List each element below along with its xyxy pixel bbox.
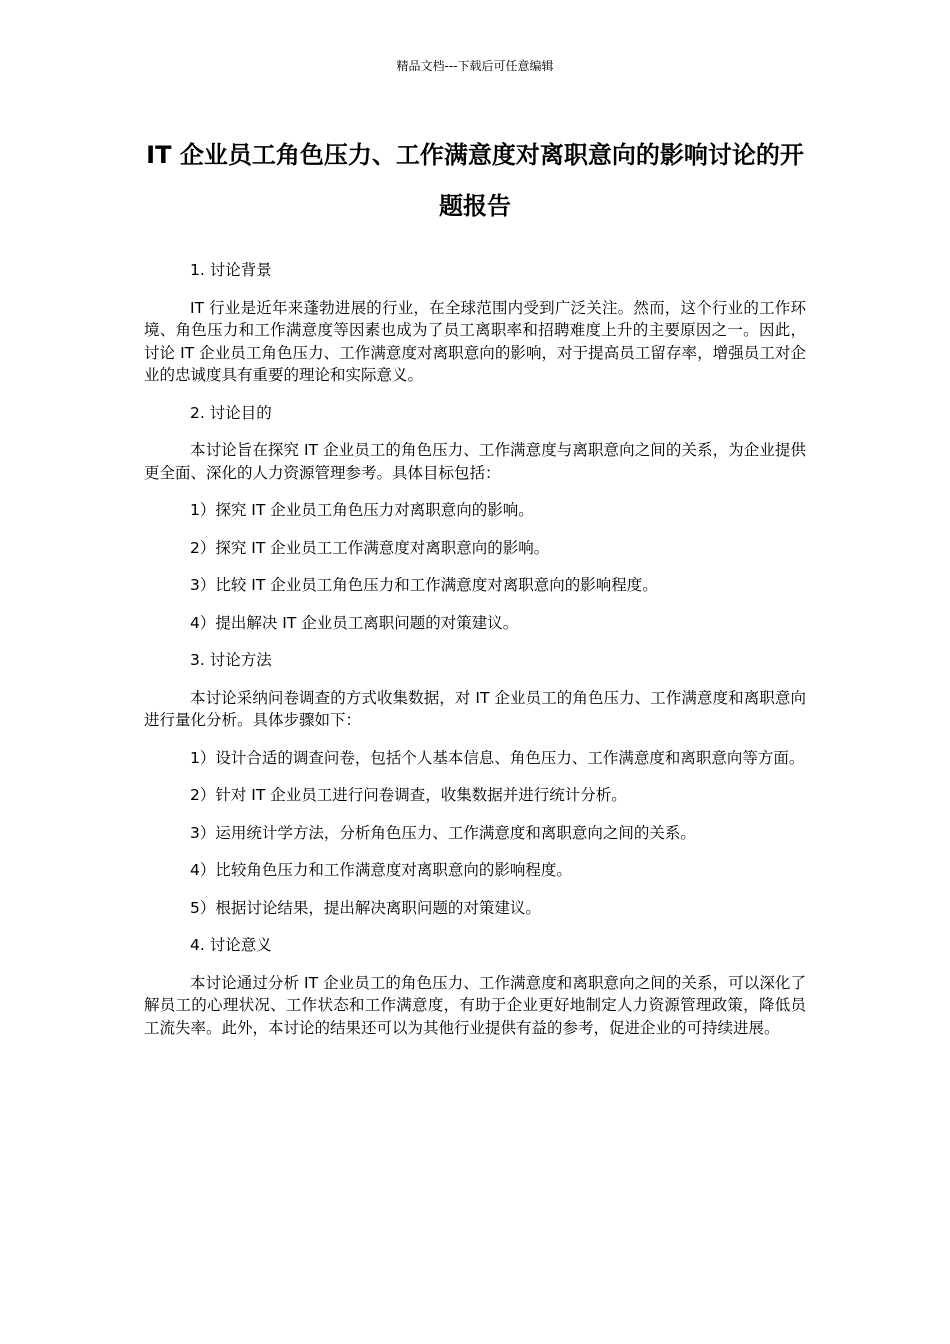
list-item-purpose-1: 1）探究 IT 企业员工角色压力对离职意向的影响。	[190, 501, 534, 519]
paragraph-purpose: 本讨论旨在探究 IT 企业员工的角色压力、工作满意度与离职意向之间的关系，为企业提供更全面、深化的人力资源管理参考。具体目标包括：	[144, 441, 806, 482]
paragraph-method: 本讨论采纳问卷调查的方式收集数据，对 IT 企业员工的角色压力、工作满意度和离职意向进行量化分析。具体步骤如下：	[144, 688, 806, 729]
paragraph-significance: 本讨论通过分析 IT 企业员工的角色压力、工作满意度和离职意向之间的关系，可以深化了解员工的心理状况、工作状态和工作满意度，有助于企业更好地制定人力资源管理政策，降低员工流失率。此外，本讨论的结果还可以为其他行业提供有益的参考，促进企业的可持续进展。	[144, 973, 806, 1037]
paragraph-background: IT 行业是近年来蓬勃进展的行业，在全球范围内受到广泛关注。然而，这个行业的工作环境、角色压力和工作满意度等因素也成为了员工离职率和招聘难度上升的主要原因之一。因此，讨论 IT 企业员工角色压力、工作满意度对离职意向的影响，对于提高员工留存率，增强员工对企业的忠诚度具有重要的理论和实际意义。	[144, 298, 806, 384]
list-item-purpose-4: 4）提出解决 IT 企业员工离职问题的对策建议。	[190, 613, 519, 632]
section-heading-method: 3. 讨论方法	[190, 651, 272, 669]
list-item-method-4: 4）比较角色压力和工作满意度对离职意向的影响程度。	[190, 861, 572, 879]
list-item-purpose-3: 3）比较 IT 企业员工角色压力和工作满意度对离职意向的影响程度。	[190, 576, 658, 594]
header-note: 精品文档---下载后可任意编辑	[396, 59, 554, 73]
list-item-method-3: 3）运用统计学方法，分析角色压力、工作满意度和离职意向之间的关系。	[190, 823, 696, 842]
document-title: IT 企业员工角色压力、工作满意度对离职意向的影响讨论的开题报告	[146, 141, 804, 220]
document-body	[144, 259, 806, 1054]
list-item-method-2: 2）针对 IT 企业员工进行问卷调查，收集数据并进行统计分析。	[190, 786, 627, 804]
section-heading-purpose: 2. 讨论目的	[190, 403, 272, 422]
section-heading-significance: 4. 讨论意义	[190, 936, 272, 954]
section-heading-background: 1. 讨论背景	[190, 261, 272, 279]
list-item-method-5: 5）根据讨论结果，提出解决离职问题的对策建议。	[190, 898, 541, 917]
list-item-method-1: 1）设计合适的调查问卷，包括个人基本信息、角色压力、工作满意度和离职意向等方面。	[190, 748, 805, 767]
list-item-purpose-2: 2）探究 IT 企业员工工作满意度对离职意向的影响。	[190, 538, 550, 557]
